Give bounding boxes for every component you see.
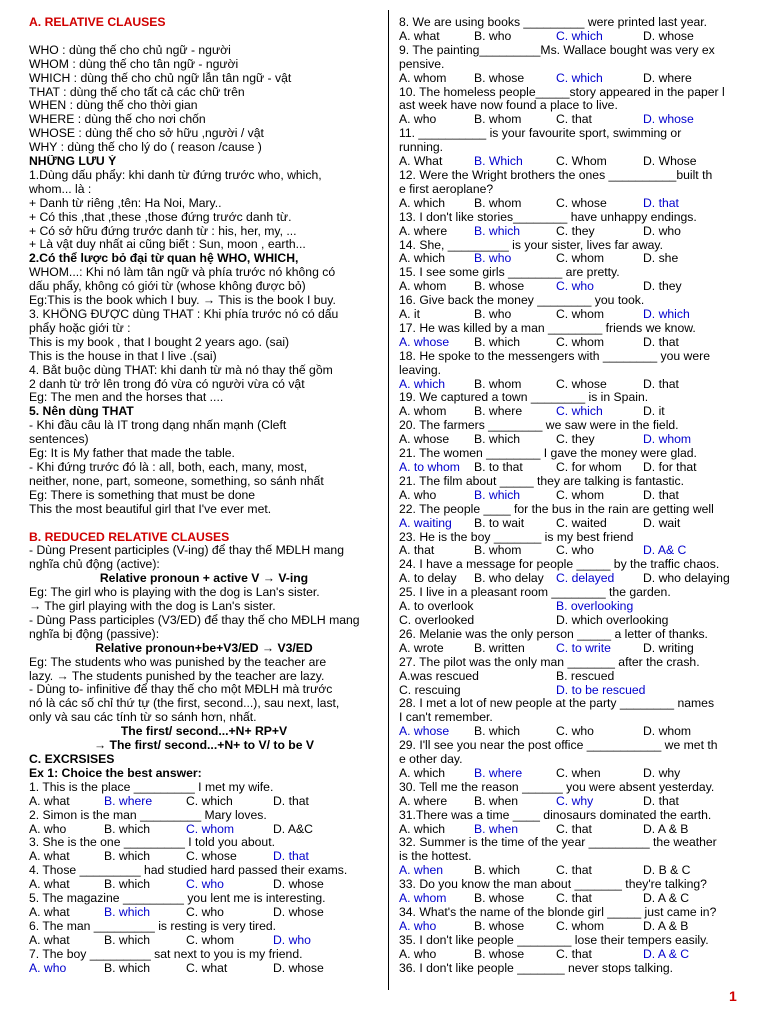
correct-option: A. waiting <box>399 515 452 530</box>
option: C. waited <box>556 515 607 530</box>
option: B. which <box>104 821 151 836</box>
option: C. for whom <box>556 460 622 474</box>
column-divider <box>388 10 389 990</box>
text-line: + Là vật duy nhất ai cũng biết : Sun, moon , earth... <box>29 238 306 252</box>
answer-options <box>399 823 744 837</box>
answer-options <box>29 823 379 837</box>
option: B. where <box>474 404 523 419</box>
option: A.was rescued <box>399 668 479 683</box>
question-text-cont: running. <box>399 141 444 155</box>
question-text: 36. I don't like people _______ never stops talking. <box>399 961 674 975</box>
correct-option: C. why <box>556 793 594 808</box>
spacer <box>29 30 379 44</box>
option: C. that <box>556 891 592 906</box>
correct-option: C. which <box>556 70 603 85</box>
option: D. which overlooking <box>556 612 669 627</box>
option: D. writing <box>643 640 694 655</box>
question-text: 1. This is the place _________ I met my wife. <box>29 780 274 794</box>
question-text: 25. I live in a pleasant room ________ the garden. <box>399 586 671 600</box>
question-text: 3. She is the one _________ I told you about. <box>29 836 275 850</box>
correct-option: C. which <box>556 28 603 43</box>
option: A. which <box>399 251 446 266</box>
text-line: dấu phẩy, không có giới từ (whose không được bỏ) <box>29 280 306 294</box>
option: D. wait <box>643 515 681 530</box>
answer-options <box>399 280 744 294</box>
text-line: WHERE : dùng thế cho nơi chốn <box>29 113 206 127</box>
question-text-cont: ast week have now found a place to live. <box>399 99 618 113</box>
option: A. what <box>29 793 70 808</box>
option: D. A&C <box>273 821 313 836</box>
answer-options <box>399 767 744 781</box>
option: D. that <box>643 793 679 808</box>
text-line: Eg:This is the book which I buy. → This is the book I buy. <box>29 294 336 308</box>
answer-options <box>399 113 744 127</box>
correct-option: A. whose <box>399 724 450 739</box>
answer-options <box>399 600 744 614</box>
question-text-cont: I can't remember. <box>399 711 493 725</box>
option: A. whose <box>399 432 450 447</box>
option: D. whose <box>643 28 694 43</box>
question-text: 22. The people ____ for the bus in the rain are getting well <box>399 502 714 516</box>
text-line: 1.Dùng dấu phẩy: khi danh từ đứng trước who, which, <box>29 168 322 182</box>
option: C. whose <box>556 195 607 210</box>
option: A. that <box>399 543 435 558</box>
option: D. who delaying <box>643 571 730 586</box>
correct-option: B. Which <box>474 154 523 169</box>
option: D. whom <box>643 724 692 739</box>
answer-options <box>399 892 744 906</box>
text-line: 3. KHÔNG ĐƯỢC dùng THAT : Khi phía trước nó có dấu <box>29 308 339 322</box>
option: D. where <box>643 70 692 85</box>
correct-option: B. who <box>474 251 512 266</box>
option: A. to overlook <box>399 599 474 614</box>
option: B. which <box>104 849 151 864</box>
question-text: 4. Those _________ had studied hard passed their exams. <box>29 864 348 878</box>
left-column <box>29 16 379 976</box>
option: C. that <box>556 112 592 127</box>
option: A. What <box>399 154 443 169</box>
answer-options <box>29 850 379 864</box>
text-line: 2 danh từ trở lên trong đó vừa có người vừa có vật <box>29 377 305 391</box>
answer-options <box>399 489 744 503</box>
section-heading: A. RELATIVE CLAUSES <box>29 16 166 29</box>
text-line: - Dùng to- infinitive để thay thế cho một MĐLH mà trước <box>29 683 333 697</box>
text-line: 4. Bắt buộc dùng THAT: khi danh từ mà nó thay thế gồm <box>29 363 333 377</box>
question-text: 26. Melanie was the only person _____ a letter of thanks. <box>399 627 708 641</box>
option: B. when <box>474 793 519 808</box>
option: C. who <box>556 724 594 739</box>
correct-option: B. where <box>474 765 523 780</box>
correct-option: D. to be rescued <box>556 682 646 697</box>
option: D. for that <box>643 460 697 474</box>
option: B. whose <box>474 891 525 906</box>
text-line: WHY : dùng thế cho lý do ( reason /cause ) <box>29 141 262 155</box>
option: C. they <box>556 432 595 447</box>
option: B. whose <box>474 70 525 85</box>
option: B. to that <box>474 460 523 474</box>
option: A. what <box>29 932 70 947</box>
question-text: 15. I see some girls ________ are pretty. <box>399 266 620 280</box>
option: D. that <box>643 376 679 391</box>
answer-options <box>29 962 379 976</box>
option: B. who <box>474 28 512 43</box>
correct-option: D. whose <box>643 112 694 127</box>
option: D. A & C <box>643 891 690 906</box>
answer-options <box>399 725 744 739</box>
correct-option: B. which <box>474 487 521 502</box>
answer-options <box>399 252 744 266</box>
answer-options <box>399 795 744 809</box>
text-line: Eg: It is My father that made the table. <box>29 447 235 461</box>
text-line: WHOM...: Khi nó làm tân ngữ và phía trước nó không có <box>29 266 336 280</box>
option: B. which <box>474 432 521 447</box>
answer-options <box>399 614 744 628</box>
text-line: nghĩa chủ động (active): <box>29 558 160 572</box>
spacer <box>29 517 379 531</box>
correct-option: D. which <box>643 307 690 322</box>
text-line: WHO : dùng thế cho chủ ngữ - người <box>29 43 231 57</box>
option: B. which <box>104 932 151 947</box>
question-text: 24. I have a message for people _____ by the traffic chaos. <box>399 558 720 572</box>
answer-options <box>399 642 744 656</box>
option: A. who <box>399 112 437 127</box>
question-text: 12. Were the Wright brothers the ones __________built th <box>399 168 713 182</box>
answer-options <box>399 684 744 698</box>
question-text: 14. She, _________ is your sister, lives far away. <box>399 238 663 252</box>
correct-option: A. who <box>29 960 67 975</box>
text-line: Eg: The men and the horses that .... <box>29 391 224 405</box>
question-text: 21. The women ________ I gave the money were glad. <box>399 447 697 461</box>
answer-options <box>399 670 744 684</box>
option: B. which <box>474 334 521 349</box>
correct-option: D. that <box>643 195 679 210</box>
option: A. what <box>29 849 70 864</box>
option: D. who <box>643 223 681 238</box>
correct-option: D. whom <box>643 432 692 447</box>
correct-option: B. which <box>474 223 521 238</box>
text-line: whom... là : <box>29 182 92 196</box>
option: B. which <box>474 863 521 878</box>
option: B. whose <box>474 279 525 294</box>
text-line: nó là các số chỉ thứ tự (the first, second...), sau next, last, <box>29 697 340 711</box>
text-line: + Có sở hữu đứng trước danh từ : his, her, my, ... <box>29 224 297 238</box>
question-text: 19. We captured a town ________ is in Spain. <box>399 391 649 405</box>
text-line: WHICH : dùng thế cho chủ ngữ lẫn tân ngữ - vật <box>29 71 292 85</box>
option: B. whom <box>474 543 522 558</box>
option: A. whom <box>399 70 447 85</box>
option: B. to wait <box>474 515 525 530</box>
answer-options <box>399 517 744 531</box>
question-text: 7. The boy _________ sat next to you is my friend. <box>29 947 303 961</box>
option: C. whom <box>556 487 605 502</box>
option: C. whom <box>556 334 605 349</box>
text-line: neither, none, part, someone, something, so sánh nhất <box>29 474 324 488</box>
option: A. whom <box>399 404 447 419</box>
question-text: 18. He spoke to the messengers with ________ you were <box>399 349 710 363</box>
option: B. who delay <box>474 571 544 586</box>
option: D. whose <box>273 960 324 975</box>
question-text-cont: leaving. <box>399 363 442 377</box>
correct-option: B. when <box>474 821 519 836</box>
option: D. B & C <box>643 863 691 878</box>
option: B. who <box>474 307 512 322</box>
correct-option: C. which <box>556 404 603 419</box>
option: B. whom <box>474 195 522 210</box>
question-text: 6. The man _________ is resting is very tired. <box>29 919 277 933</box>
option: C. whom <box>556 251 605 266</box>
option: D. why <box>643 765 681 780</box>
option: A. it <box>399 307 420 322</box>
question-text-cont: e other day. <box>399 753 463 767</box>
text-line: sentences) <box>29 433 89 447</box>
answer-options <box>29 906 379 920</box>
correct-option: C. to write <box>556 640 611 655</box>
text-line: THAT : dùng thế cho tất cả các chữ trên <box>29 85 245 99</box>
sub-heading: Relative pronoun+be+V3/ED → V3/ED <box>95 641 313 655</box>
option: A. who <box>399 946 437 961</box>
text-line: Eg: The girl who is playing with the dog is Lan's sister. <box>29 586 320 600</box>
option: B. whom <box>474 376 522 391</box>
question-text: 5. The magazine _________ you lent me is interesting. <box>29 892 326 906</box>
text-line: + Danh từ riêng ,tên: Ha Noi, Mary.. <box>29 196 222 210</box>
sub-heading: → The first/ second...+N+ to V/ to be V <box>93 739 315 753</box>
text-line: - Dùng Pass participles (V3/ED) để thay thế cho MĐLH mang <box>29 613 360 627</box>
question-text: 29. I'll see you near the post office ___________ we met th <box>399 739 718 753</box>
answer-options <box>29 878 379 892</box>
correct-option: C. whom <box>186 821 235 836</box>
option: A. who <box>399 487 437 502</box>
option: C. whose <box>186 849 237 864</box>
question-text: 35. I don't like people ________ lose their tempers easily. <box>399 933 709 947</box>
sub-heading: Relative pronoun + active V → V-ing <box>99 572 309 586</box>
text-line: WHOSE : dùng thế cho sở hữu ,người / vật <box>29 127 264 141</box>
option: C. rescuing <box>399 682 461 697</box>
text-line: - Khi đầu câu là IT trong dạng nhấn mạnh (Cleft <box>29 419 287 433</box>
question-text: 28. I met a lot of new people at the party ________ names <box>399 697 715 711</box>
correct-option: A. whom <box>399 891 447 906</box>
option: A. what <box>29 904 70 919</box>
question-text-cont: pensive. <box>399 57 445 71</box>
answer-options <box>399 336 744 350</box>
option: B. which <box>104 877 151 892</box>
option: D. that <box>643 334 679 349</box>
option: C. what <box>186 960 228 975</box>
question-text: 21. The film about _____ they are talking is fantastic. <box>399 474 684 488</box>
correct-option: D. that <box>273 849 309 864</box>
correct-option: D. A& C <box>643 543 687 558</box>
question-text: 10. The homeless people_____story appeared in the paper l <box>399 85 725 99</box>
option: C. which <box>186 793 233 808</box>
question-text: 11. __________ is your favourite sport, swimming or <box>399 127 682 141</box>
option: A. which <box>399 821 446 836</box>
option: D. she <box>643 251 679 266</box>
option: D. they <box>643 279 682 294</box>
answer-options <box>399 433 744 447</box>
option: C. that <box>556 946 592 961</box>
question-text-cont: is the hottest. <box>399 850 472 864</box>
option: C. whose <box>556 376 607 391</box>
answer-options <box>399 30 744 44</box>
option: C. whom <box>556 918 605 933</box>
correct-option: A. when <box>399 863 444 878</box>
answer-options <box>399 461 744 475</box>
option: C. overlooked <box>399 612 475 627</box>
text-line: WHOM : dùng thế cho tân ngữ - người <box>29 57 239 71</box>
option: C. who <box>186 904 224 919</box>
question-text: 32. Summer is the time of the year _________ the weather <box>399 836 717 850</box>
answer-options <box>399 948 744 962</box>
question-text: 9. The painting_________Ms. Wallace bought was very ex <box>399 43 715 57</box>
correct-option: B. overlooking <box>556 599 634 614</box>
option: A. which <box>399 765 446 780</box>
correct-option: A. who <box>399 918 437 933</box>
text-line: phẩy hoặc giới từ : <box>29 321 131 335</box>
option: D. that <box>273 793 309 808</box>
option: D. A & B <box>643 918 689 933</box>
option: A. where <box>399 793 448 808</box>
text-line: + Có this ,that ,these ,those đứng trước danh từ. <box>29 210 292 224</box>
text-line: This is my book , that I bought 2 years ago. (sai) <box>29 335 290 349</box>
question-text: 17. He was killed by a man ________ friends we know. <box>399 321 696 335</box>
answer-options <box>399 155 744 169</box>
text-line: - Khi đứng trước đó là : all, both, each, many, most, <box>29 460 308 474</box>
option: B. rescued <box>556 668 615 683</box>
option: C. when <box>556 765 601 780</box>
question-text: 34. What's the name of the blonde girl _____ just came in? <box>399 906 717 919</box>
option: A. which <box>399 195 446 210</box>
question-text: 30. Tell me the reason ______ you were absent yesterday. <box>399 780 715 794</box>
answer-options <box>29 795 379 809</box>
option: B. whom <box>474 112 522 127</box>
option: B. which <box>104 960 151 975</box>
question-text: 23. He is the boy _______ is my best friend <box>399 530 634 544</box>
option: A. to delay <box>399 571 457 586</box>
option: D. whose <box>273 877 324 892</box>
answer-options <box>29 934 379 948</box>
sub-heading: NHỮNG LƯU Ý <box>29 155 117 169</box>
option: C. whom <box>186 932 235 947</box>
option: D. it <box>643 404 665 419</box>
option: A. whom <box>399 279 447 294</box>
option: A. what <box>399 28 440 43</box>
text-line: → The girl playing with the dog is Lan's sister. <box>29 600 276 614</box>
sub-heading: Ex 1: Choice the best answer: <box>29 766 202 780</box>
option: C. they <box>556 223 595 238</box>
text-line: Eg: There is something that must be done <box>29 488 256 502</box>
option: C. whom <box>556 307 605 322</box>
page-number: 1 <box>729 988 737 1004</box>
correct-option: C. who <box>556 279 594 294</box>
option: C. that <box>556 821 592 836</box>
text-line: This the most beautiful girl that I've ever met. <box>29 502 272 516</box>
option: A. what <box>29 877 70 892</box>
answer-options <box>399 572 744 586</box>
answer-options <box>399 378 744 392</box>
question-text: 16. Give back the money ________ you took. <box>399 294 645 308</box>
question-text: 2. Simon is the man _________ Mary loves. <box>29 808 267 822</box>
answer-options <box>399 920 744 934</box>
correct-option: C. delayed <box>556 571 615 586</box>
option: A. wrote <box>399 640 444 655</box>
option: B. whose <box>474 918 525 933</box>
question-text: 27. The pilot was the only man _______ after the crash. <box>399 655 700 669</box>
option: D. that <box>643 487 679 502</box>
text-line: Eg: The students who was punished by the teacher are <box>29 655 327 669</box>
sub-heading: 5. Nên dùng THAT <box>29 405 134 419</box>
correct-option: C. who <box>186 877 224 892</box>
answer-options <box>399 72 744 86</box>
option: B. written <box>474 640 525 655</box>
text-line: WHEN : dùng thế cho thời gian <box>29 99 198 113</box>
answer-options <box>399 225 744 239</box>
option: A. who <box>29 821 67 836</box>
question-text: 31.There was a time ____ dinosaurs dominated the earth. <box>399 808 712 822</box>
question-text: 33. Do you know the man about _______ they're talking? <box>399 878 707 892</box>
option: C. that <box>556 863 592 878</box>
section-heading: B. REDUCED RELATIVE CLAUSES <box>29 530 230 544</box>
question-text: 20. The farmers ________ we saw were in the field. <box>399 419 679 433</box>
text-line: lazy. → The students punished by the teacher are lazy. <box>29 669 325 683</box>
answer-options <box>399 405 744 419</box>
option: A. where <box>399 223 448 238</box>
question-text-cont: e first aeroplane? <box>399 182 494 196</box>
sub-heading: The first/ second...+N+ RP+V <box>120 725 288 739</box>
option: C. Whom <box>556 154 607 169</box>
text-line: nghĩa bị động (passive): <box>29 627 160 641</box>
right-column <box>399 16 744 976</box>
option: D. whose <box>273 904 324 919</box>
text-line: This is the house in that I live .(sai) <box>29 349 217 363</box>
answer-options <box>399 308 744 322</box>
question-text: 8. We are using books _________ were printed last year. <box>399 16 708 29</box>
correct-option: D. who <box>273 932 311 947</box>
text-line: - Dùng Present participles (V-ing) để thay thế MĐLH mang <box>29 544 344 558</box>
correct-option: A. which <box>399 376 446 391</box>
correct-option: D. A & C <box>643 946 690 961</box>
correct-option: B. which <box>104 904 151 919</box>
correct-option: B. where <box>104 793 153 808</box>
option: C. who <box>556 543 594 558</box>
question-text: 13. I don't like stories________ have unhappy endings. <box>399 210 697 224</box>
correct-option: A. to whom <box>399 460 460 474</box>
answer-options <box>399 864 744 878</box>
option: B. which <box>474 724 521 739</box>
option: B. whose <box>474 946 525 961</box>
option: D. Whose <box>643 154 697 169</box>
answer-options <box>399 197 744 211</box>
sub-heading: 2.Có thể lược bỏ đại từ quan hệ WHO, WHICH, <box>29 252 299 266</box>
sub-heading: C. EXCRSISES <box>29 753 115 766</box>
answer-options <box>399 544 744 558</box>
correct-option: A. whose <box>399 334 450 349</box>
option: D. A & B <box>643 821 689 836</box>
text-line: only và sau các tính từ so sánh hơn, nhất. <box>29 711 257 725</box>
